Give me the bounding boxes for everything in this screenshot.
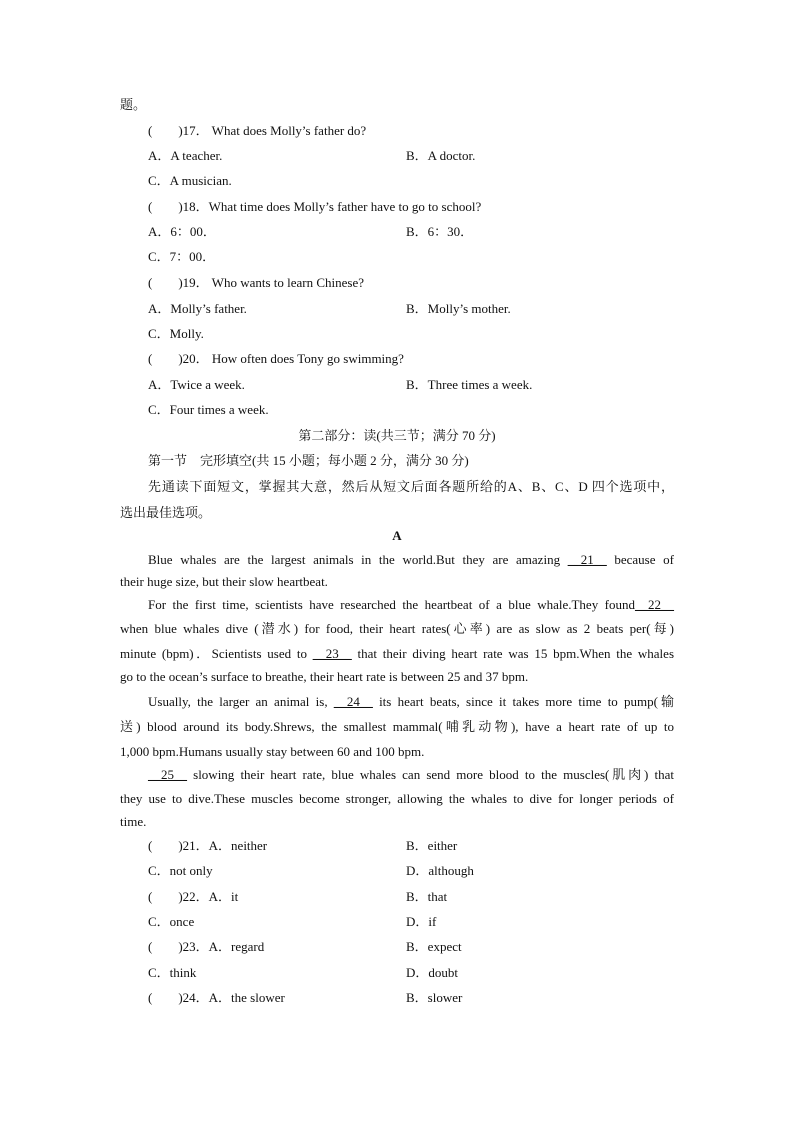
passage-line: their huge size, but their slow heartbeat. — [120, 574, 328, 589]
question-22: ( )22．A．it — [148, 889, 239, 904]
q21-option-d: D．although — [406, 863, 474, 878]
passage-line: 送) blood around its body.Shrews, the smallest mammal(哺乳动物), have a heart rate of up to — [120, 719, 674, 734]
passage-line: Blue whales are the largest animals in the world.But they are amazing __21__ because of — [148, 552, 674, 567]
blank-21: __21__ — [567, 552, 607, 567]
question-19: ( )19． Who wants to learn Chinese? — [148, 275, 365, 290]
q18-option-b: B．6：30． — [406, 224, 474, 239]
passage-line: when blue whales dive (潜水) for food, their heart rates(心率) are as slow as 2 beats per(每) — [120, 621, 674, 636]
q20-option-a: A．Twice a week. — [148, 377, 245, 392]
question-23: ( )23．A．regard — [148, 939, 265, 954]
q18-option-a: A．6：00． — [148, 224, 216, 239]
q19-option-b: B．Molly’s mother. — [406, 301, 511, 316]
question-20: ( )20． How often does Tony go swimming? — [148, 351, 404, 366]
q18-option-c: C．7：00． — [148, 249, 216, 264]
q23-option-b: B．expect — [406, 939, 462, 954]
passage-line: go to the ocean’s surface to breathe, their heart rate is between 25 and 37 bpm. — [120, 669, 529, 684]
question-17: ( )17． What does Molly’s father do? — [148, 123, 367, 138]
blank-23: __23__ — [312, 646, 352, 661]
passage-label: A — [392, 528, 402, 543]
part2-title: 第二部分：读(共三节；满分 70 分) — [298, 428, 496, 443]
instructions-line-2: 选出最佳选项。 — [120, 505, 212, 520]
passage-line: time. — [120, 814, 147, 829]
q19-option-c: C．Molly. — [148, 326, 204, 341]
q20-option-b: B．Three times a week. — [406, 377, 533, 392]
passage-line: __25__ slowing their heart rate, blue whales can send more blood to the muscles(肌肉) that — [148, 767, 674, 782]
q22-option-c: C．once — [148, 914, 195, 929]
q19-option-a: A．Molly’s father. — [148, 301, 247, 316]
q17-option-c: C．A musician. — [148, 173, 232, 188]
passage-line: they use to dive.These muscles become stronger, allowing the whales to dive for longer periods of — [120, 791, 674, 806]
blank-22: __22__ — [635, 597, 674, 612]
q21-option-b: B．either — [406, 838, 458, 853]
passage-line: 1,000 bpm.Humans usually stay between 60 and 100 bpm. — [120, 744, 425, 759]
passage-line: minute (bpm)．Scientists used to __23__ that their diving heart rate was 15 bpm.When the whales — [120, 646, 674, 661]
q24-option-b: B．slower — [406, 990, 463, 1005]
q17-option-b: B．A doctor. — [406, 148, 476, 163]
passage-line: Usually, the larger an animal is, __24__ its heart beats, since it takes more time to pump(输 — [148, 694, 674, 709]
section1-title: 第一节 完形填空(共 15 小题；每小题 2 分，满分 30 分) — [148, 453, 469, 468]
blank-25: __25__ — [148, 767, 187, 782]
q23-option-c: C．think — [148, 965, 197, 980]
blank-24: __24__ — [333, 694, 373, 709]
q21-option-c: C．not only — [148, 863, 213, 878]
q22-option-b: B．that — [406, 889, 448, 904]
question-21: ( )21．A．neither — [148, 838, 268, 853]
q20-option-c: C．Four times a week. — [148, 402, 269, 417]
instructions-line-1: 先通读下面短文，掌握其大意，然后从短文后面各题所给的A、B、C、D 四个选项中， — [148, 479, 674, 494]
question-24: ( )24．A．the slower — [148, 990, 285, 1005]
q17-option-a: A．A teacher. — [148, 148, 223, 163]
continued-text: 题。 — [120, 97, 147, 112]
q22-option-d: D．if — [406, 914, 437, 929]
question-18: ( )18．What time does Molly’s father have to go to school? — [148, 199, 482, 214]
passage-line: For the first time, scientists have researched the heartbeat of a blue whale.They found__22__ — [148, 597, 674, 612]
q23-option-d: D．doubt — [406, 965, 459, 980]
